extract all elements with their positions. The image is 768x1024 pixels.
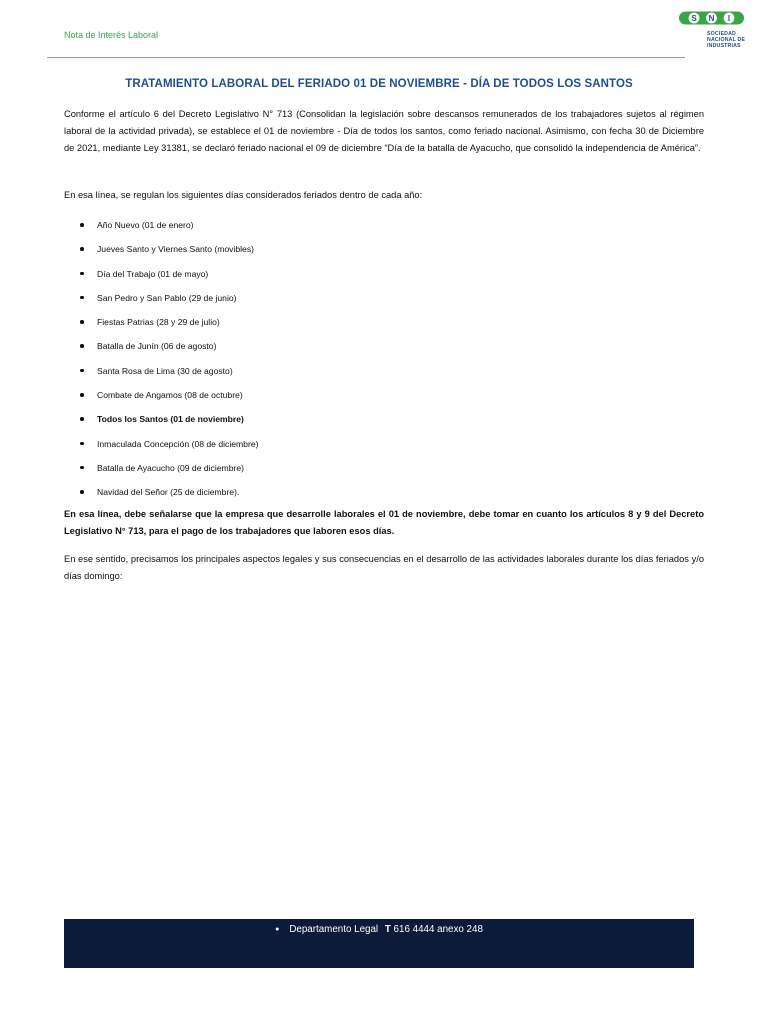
emphasis-paragraph: En esa línea, debe señalarse que la empresa que desarrolle laborales el 01 de noviembre, debe tomar en cuanto los artículos 8 y 9 del Decreto Legislativo N° 713, para el pago de los trabajadores que laboren esos días.	[64, 509, 704, 536]
logo-letter-n: N	[708, 14, 715, 23]
holiday-item-highlighted: Todos los Santos (01 de noviembre)	[64, 411, 258, 435]
logo-letter-s: S	[691, 14, 697, 23]
footer-phone: 616 4444 anexo 248	[393, 924, 483, 935]
header-note: Nota de Interés Laboral	[64, 30, 159, 40]
bullet-icon: ●	[275, 926, 280, 933]
holiday-item: Combate de Angamos (08 de octubre)	[64, 387, 258, 411]
holiday-item: Año Nuevo (01 de enero)	[64, 217, 258, 241]
holiday-item: Navidad del Señor (25 de diciembre).	[64, 484, 258, 508]
holiday-item: Fiestas Patrias (28 y 29 de julio)	[64, 314, 258, 338]
holiday-item: Santa Rosa de Lima (30 de agosto)	[64, 363, 258, 387]
logo-caption-line: INDUSTRIAS	[707, 43, 741, 49]
holiday-item: Batalla de Junín (06 de agosto)	[64, 338, 258, 362]
holiday-item: Batalla de Ayacucho (09 de diciembre)	[64, 460, 258, 484]
header-divider	[47, 57, 685, 58]
intro-paragraph: Conforme el artículo 6 del Decreto Legislativo N° 713 (Consolidan la legislación sobre descansos remunerados de los trabajadores sujetos al régimen laboral de la actividad privada), se establece el 01 de noviembre - Día de todos los santos, como feriado nacional. Asimismo, con fecha 30 de Diciembre de 2021, mediante Ley 31381, se declaró feriado nacional el 09 de diciembre “Día de la batalla de Ayacucho, que consolidó la independencia de América”.	[64, 109, 704, 153]
logo-caption	[707, 31, 765, 49]
holiday-item: Inmaculada Concepción (08 de diciembre)	[64, 436, 258, 460]
document-title: TRATAMIENTO LABORAL DEL FERIADO 01 DE NOVIEMBRE - DÍA DE TODOS LOS SANTOS	[125, 78, 633, 90]
footer-phone-label: T	[384, 924, 391, 935]
logo-caption-line: NACIONAL DE	[707, 37, 746, 43]
footer-department: Departamento Legal	[289, 924, 379, 935]
holiday-item: San Pedro y San Pablo (29 de junio)	[64, 290, 258, 314]
holiday-item: Día del Trabajo (01 de mayo)	[64, 266, 258, 290]
footer-contact	[64, 924, 694, 935]
closing-paragraph: En ese sentido, precisamos los principales aspectos legales y sus consecuencias en el desarrollo de las actividades laborales durante los días feriados y/o días domingo:	[64, 554, 704, 581]
list-intro-paragraph: En esa línea, se regulan los siguientes días considerados feriados dentro de cada año:	[64, 190, 423, 200]
holiday-list	[64, 217, 258, 509]
logo-letter-i: I	[727, 14, 731, 23]
logo-caption-line: SOCIEDAD	[707, 31, 736, 37]
footer-bar	[64, 919, 694, 968]
holiday-item: Jueves Santo y Viernes Santo (movibles)	[64, 241, 258, 265]
